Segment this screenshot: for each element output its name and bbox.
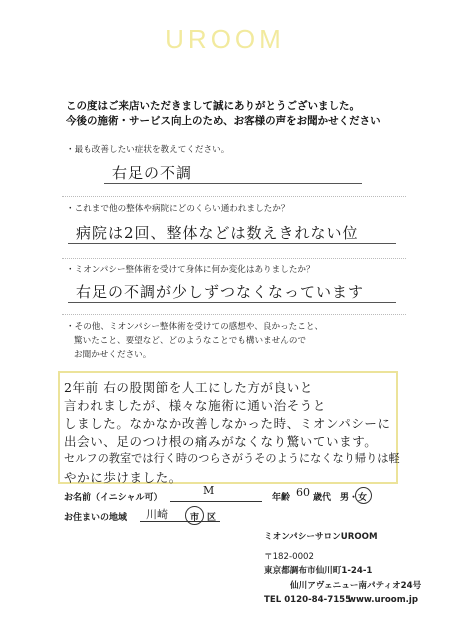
comment-line: セルフの教室では行く時のつらさがうそのようになくなり帰りは軽 (64, 452, 400, 465)
answer-2: 病院は2回、整体などは数えきれない位 (68, 223, 396, 244)
divider (62, 196, 406, 197)
shop-address-1: 東京都調布市仙川町1-24-1 (264, 566, 373, 576)
question-4 (66, 320, 406, 362)
shop-url: www.uroom.jp (348, 595, 419, 605)
comment-line: 2年前 右の股関節を人工にした方が良いと (64, 380, 313, 395)
comment-line: しました。なかなか改善しなかった時、ミオンパシーに (64, 416, 391, 431)
answer-1: 右足の不調 (104, 163, 362, 184)
name-underline (170, 501, 262, 502)
age-value: 60 (296, 486, 310, 499)
city-value: 川崎 (146, 508, 168, 521)
comment-line: 出会い、足のつけ根の痛みがなくなり驚いています。 (64, 434, 378, 449)
intro-line-1: この度はご来店いただきまして誠にありがとうございました。 (66, 100, 360, 112)
question-4-line-3: お聞かせください。 (74, 350, 152, 360)
comment-line: やかに歩けました。 (64, 470, 182, 485)
name-label: お名前（イニシャル可） (64, 493, 163, 503)
address-label: お住まいの地域 (64, 513, 128, 523)
shop-zip: 〒182-0002 (264, 552, 314, 562)
gender-selected-circle (355, 487, 372, 504)
ward-label: 区 (207, 513, 217, 523)
age-label: 年齢 (272, 493, 291, 503)
question-3: ・ミオンパシー整体術を受けて身体に何か変化はありましたか？ (66, 265, 315, 275)
divider (62, 314, 406, 315)
shop-tel: TEL 0120-84-7155 (264, 595, 352, 605)
age-suffix: 歳代 (313, 493, 332, 503)
gender-options: 男・女 (340, 493, 368, 503)
city-selected-circle (185, 506, 204, 525)
brand-logo: UROOM (165, 24, 285, 54)
divider (62, 258, 406, 259)
city-label: 市 (190, 513, 200, 523)
question-4-line-2: 驚いたこと、要望など、どのようなことでも構いませんので (74, 336, 307, 346)
name-value: M (203, 484, 215, 497)
shop-address-2: 仙川アヴェニュー南パティオ24号 (290, 581, 422, 591)
comment-line: 言われましたが、様々な施術に通い治そうと (64, 398, 327, 413)
answer-3: 右足の不調が少しずつなくなっています (68, 282, 396, 303)
shop-name: ミオンパシーサロンUROOM (264, 532, 378, 542)
question-4-line-1: ・その他、ミオンパシー整体術を受けての感想や、良かったこと、 (66, 322, 324, 332)
intro-text (66, 99, 426, 129)
question-1: ・最も改善したい症状を教えてください。 (66, 145, 230, 155)
question-2: ・これまで他の整体や病院にどのくらい通われましたか？ (66, 204, 290, 214)
intro-line-2: 今後の施術・サービス向上のため、お客様の声をお聞かせください (66, 115, 381, 127)
